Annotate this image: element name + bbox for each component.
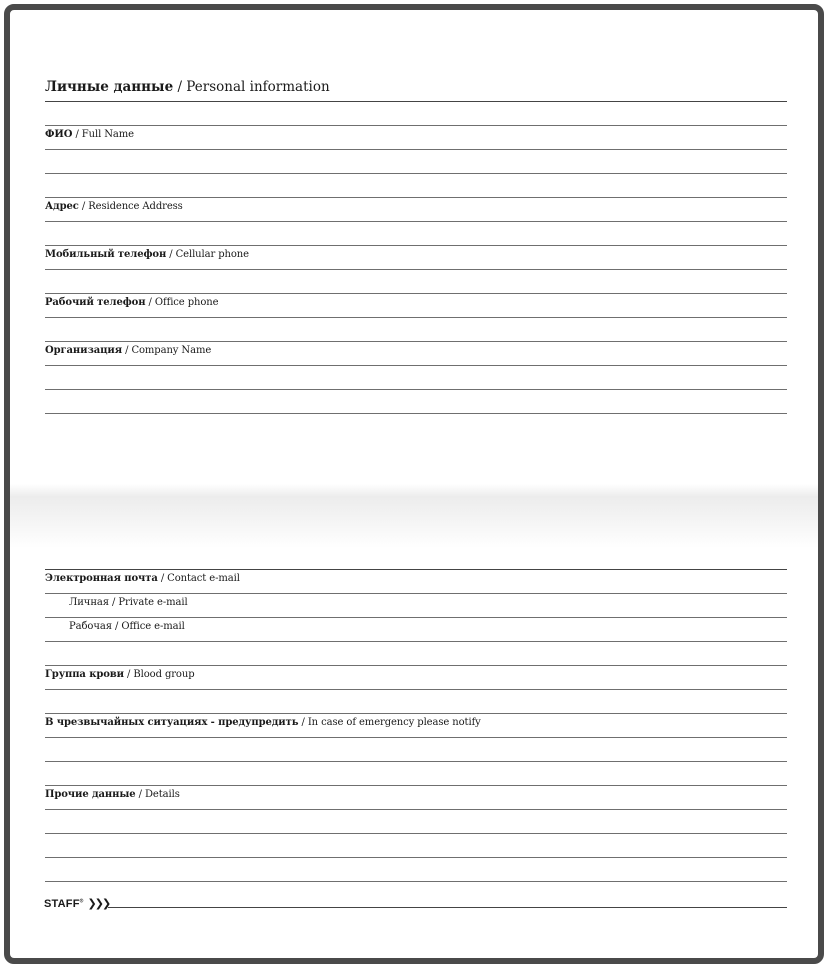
label-details: Прочие данные / Details [45,789,180,800]
page-fold-shadow [10,484,818,548]
label-office-phone: Рабочий телефон / Office phone [45,297,219,308]
rule-line [45,737,787,738]
title-underline [45,101,787,102]
brand-name: STAFF [44,898,80,910]
rule-line [45,713,787,714]
rule-line [45,761,787,762]
label-company: Организация / Company Name [45,345,212,356]
rule-line [45,317,787,318]
rule-line [45,641,787,642]
label-office-email: Рабочая / Office e-mail [69,621,185,632]
rule-line [45,149,787,150]
rule-line [45,269,787,270]
notebook-page [4,4,824,964]
rule-line [45,881,787,882]
rule-line [45,389,787,390]
label-blood-group: Группа крови / Blood group [45,669,195,680]
label-mobile-phone: Мобильный телефон / Cellular phone [45,249,249,260]
rule-line [45,833,787,834]
rule-line [45,341,787,342]
label-full-name: ФИО / Full Name [45,129,134,140]
rule-line [45,245,787,246]
rule-line [45,593,787,594]
label-emergency: В чрезвычайных ситуациях - предупредить / In case of emergency please notify [45,717,481,728]
label-address: Адрес / Residence Address [45,201,183,212]
rule-line [45,173,787,174]
rule-line [45,689,787,690]
rule-line [45,293,787,294]
rule-line [45,413,787,414]
label-email: Электронная почта / Contact e-mail [45,573,240,584]
label-private-email: Личная / Private e-mail [69,597,188,608]
page-title-ru: Личные данные [45,79,174,95]
brand-reg-mark: ® [79,898,84,905]
rule-line [45,197,787,198]
brand-logo [44,897,109,910]
rule-line [45,365,787,366]
page-title [45,79,330,95]
rule-line [45,617,787,618]
section-top-line [45,569,787,570]
page-title-en: / Personal information [173,79,330,95]
rule-line [45,125,787,126]
chevrons-icon: ❯❯❯ [87,898,110,910]
rule-line [45,785,787,786]
rule-line [45,221,787,222]
footer-line [108,907,787,908]
rule-line [45,857,787,858]
rule-line [45,665,787,666]
rule-line [45,809,787,810]
